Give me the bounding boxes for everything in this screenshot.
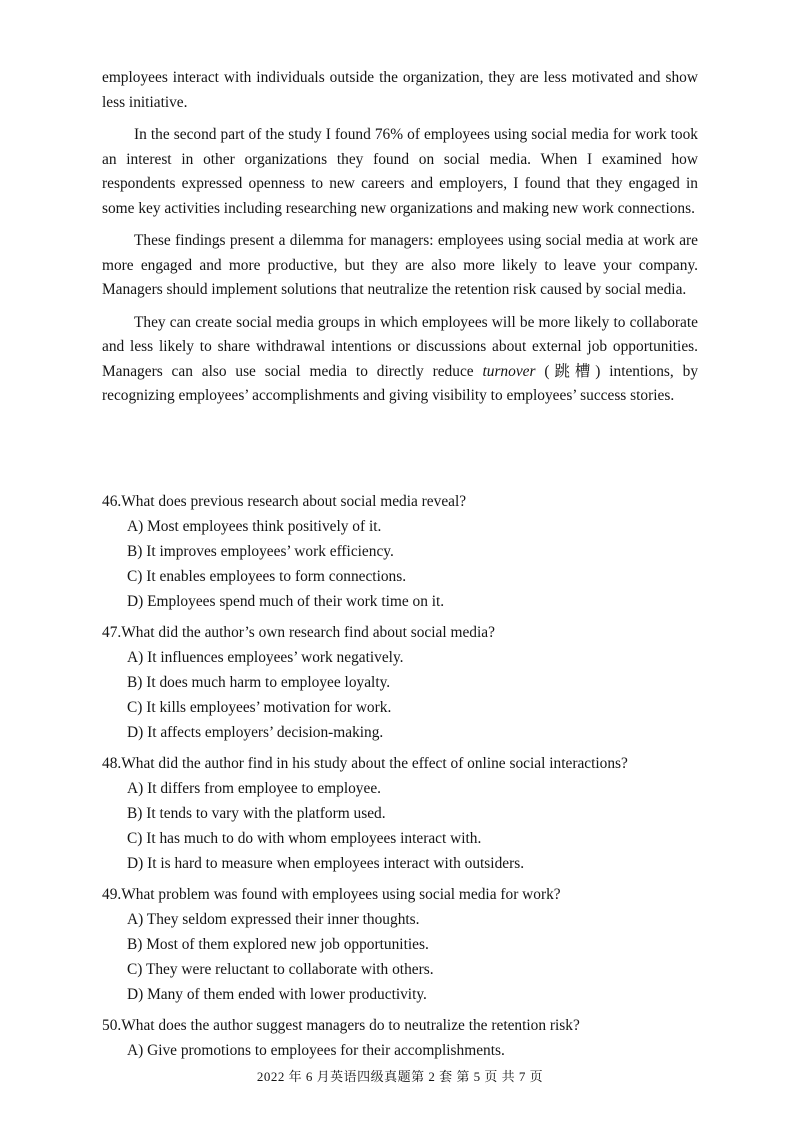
answer-option: C) They were reluctant to collaborate with others. xyxy=(127,961,434,978)
question-46 xyxy=(102,489,722,614)
question-number: 46. xyxy=(102,493,122,510)
answer-option: B) Most of them explored new job opportunities. xyxy=(127,936,429,953)
question-number: 50. xyxy=(102,1017,122,1034)
passage-paragraph-2: In the second part of the study I found 76% of employees using social media for work took an interest in other organizations they found on social media. When I examined how respondents expressed openness to new careers and employers, I found that they engaged in some key activities including researching new organizations and making new work connections. xyxy=(102,126,698,217)
answer-option: C) It has much to do with whom employees interact with. xyxy=(127,830,482,847)
reading-passage xyxy=(102,66,698,417)
page-footer: 2022 年 6 月英语四级真题第 2 套 第 5 页 共 7 页 xyxy=(256,1069,544,1084)
question-text: What problem was found with employees using social media for work? xyxy=(121,886,561,903)
answer-option: D) It affects employers’ decision-making. xyxy=(127,724,384,741)
answer-option: A) Give promotions to employees for their accomplishments. xyxy=(127,1042,505,1059)
answer-option: D) Many of them ended with lower productivity. xyxy=(127,986,427,1003)
question-text: What did the author find in his study about the effect of online social interactions? xyxy=(121,755,628,772)
question-48 xyxy=(102,751,722,876)
answer-option: A) It influences employees’ work negatively. xyxy=(127,649,404,666)
answer-option: C) It kills employees’ motivation for work. xyxy=(127,699,392,716)
glossary-term: turnover xyxy=(482,362,536,380)
question-text: What does previous research about social media reveal? xyxy=(121,493,467,510)
question-stem xyxy=(102,620,722,645)
answer-option: A) Most employees think positively of it. xyxy=(127,518,382,535)
question-text: What did the author’s own research find about social media? xyxy=(121,624,495,641)
passage-paragraph-1: employees interact with individuals outside the organization, they are less motivated and show less initiative. xyxy=(102,69,698,111)
question-50 xyxy=(102,1013,722,1063)
answer-option: B) It tends to vary with the platform used. xyxy=(127,805,386,822)
passage-paragraph-3: These findings present a dilemma for managers: employees using social media at work are more engaged and more productive, but they are also more likely to leave your company. Managers should implement solutions that neutralize the retention risk caused by social media. xyxy=(102,232,698,298)
question-number: 47. xyxy=(102,624,122,641)
question-stem xyxy=(102,882,722,907)
question-49 xyxy=(102,882,722,1007)
answer-option: A) It differs from employee to employee. xyxy=(127,780,382,797)
answer-option: C) It enables employees to form connections. xyxy=(127,568,407,585)
answer-option: B) It does much harm to employee loyalty. xyxy=(127,674,391,691)
question-list xyxy=(102,489,722,1069)
answer-option: A) They seldom expressed their inner thoughts. xyxy=(127,911,420,928)
answer-option: B) It improves employees’ work efficiency. xyxy=(127,543,394,560)
question-stem xyxy=(102,489,722,514)
passage-paragraph-4-text-b: intentions, by recognizing employees’ accomplishments and giving visibility to employees’ success stories. xyxy=(102,362,699,404)
passage-paragraph-4 xyxy=(102,311,698,409)
question-number: 48. xyxy=(102,755,122,772)
answer-option: D) It is hard to measure when employees interact with outsiders. xyxy=(127,855,525,872)
question-number: 49. xyxy=(102,886,122,903)
passage-paragraph-4-text-a: They can create social media groups in which employees will be more likely to collaborate and less likely to share withdrawal intentions or discussions about external job opportunities. Managers can also use social media to directly reduce xyxy=(102,313,698,380)
question-text: What does the author suggest managers do to neutralize the retention risk? xyxy=(121,1017,580,1034)
question-47 xyxy=(102,620,722,745)
answer-option: D) Employees spend much of their work time on it. xyxy=(127,593,445,610)
glossary-translation: (跳槽) xyxy=(535,362,610,380)
question-stem xyxy=(102,751,722,776)
question-stem xyxy=(102,1013,722,1038)
